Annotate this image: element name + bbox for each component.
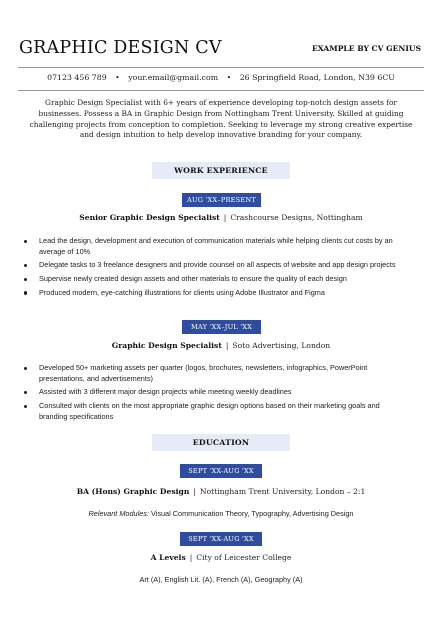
- edu-2-institution: City of Leicester College: [196, 553, 292, 562]
- contact-email[interactable]: your.email@gmail.com: [128, 73, 219, 82]
- list-item: Consulted with clients on the most appropriate graphic design options based on their marketing goals and branding specifications: [18, 401, 406, 422]
- professional-summary: Graphic Design Specialist with 6+ years of experience developing top-notch design assets for businesses. Possess a BA in Graphic Design from Nottingham Trent University. Skilled at guiding challenging projects from conception to completion. Seeking to leverage my strong creative expertise and design intuition to help develop innovative branding for your company.: [29, 98, 413, 140]
- section-heading-work-experience: WORK EXPERIENCE: [152, 162, 290, 179]
- edu-2-qualification: A Levels: [150, 553, 186, 562]
- job-2-title: Graphic Design Specialist: [111, 341, 222, 350]
- list-item: Produced modern, eye-catching illustrations for clients using Adobe Illustrator and Figma: [18, 288, 406, 299]
- example-credit: EXAMPLE BY CV GENIUS: [312, 44, 421, 53]
- list-item: Developed 50+ marketing assets per quarter (logos, brochures, newsletters, infographics, PowerPoint presentations, and advertisements): [18, 363, 406, 384]
- list-item: Delegate tasks to 3 freelance designers and provide counsel on all aspects of website and app design projects: [18, 260, 406, 271]
- bullet-dot: [24, 278, 27, 281]
- edu-1-qualification: BA (Hons) Graphic Design: [76, 487, 190, 496]
- job-2-employer: Soto Advertising, London: [232, 341, 331, 350]
- job-2-dates: MAY 'XX–JUL 'XX: [182, 320, 261, 334]
- bullet-dot: [24, 264, 27, 267]
- edu-1-dates: SEPT 'XX-AUG 'XX: [180, 464, 262, 478]
- job-1-employer: Crashcourse Designs, Nottingham: [230, 213, 363, 222]
- modules-text: Visual Communication Theory, Typography, Advertising Design: [150, 509, 354, 518]
- edu-1-institution: Nottingham Trent University, London – 2:1: [199, 487, 366, 496]
- list-item: Supervise newly created design assets and other materials to ensure the quality of each design: [18, 274, 406, 285]
- contact-separator: •: [226, 73, 232, 82]
- job-1-bullets: [18, 236, 406, 302]
- list-item: Lead the design, development and execution of communication materials while helping clients cut costs by an average of 10%: [18, 236, 406, 257]
- list-item: Assisted with 3 different major design projects while meeting weekly deadlines: [18, 387, 406, 398]
- cv-title: GRAPHIC DESIGN CV: [19, 38, 222, 58]
- bullet-dot: [24, 240, 27, 243]
- edu-2-dates: SEPT 'XX-AUG 'XX: [180, 532, 262, 546]
- bullet-dot: [24, 405, 27, 408]
- edu-1-heading: BA (Hons) Graphic Design | Nottingham Trent University, London – 2:1: [76, 487, 366, 496]
- contact-address: 26 Springfield Road, London, N39 6CU: [239, 73, 395, 82]
- bullet-dot: [24, 367, 27, 370]
- job-1-heading: Senior Graphic Design Specialist | Crashcourse Designs, Nottingham: [79, 213, 363, 222]
- section-heading-education: EDUCATION: [152, 434, 290, 451]
- bullet-dot: [24, 391, 27, 394]
- contact-phone: 07123 456 789: [47, 73, 107, 82]
- contact-separator: •: [115, 73, 120, 82]
- bullet-dot: [24, 291, 27, 294]
- job-2-heading: Graphic Design Specialist | Soto Advertising, London: [111, 341, 331, 350]
- divider-top: [18, 67, 424, 68]
- contact-line: [0, 73, 442, 82]
- modules-label: Relevant Modules:: [88, 509, 149, 518]
- divider-bottom: [18, 90, 424, 91]
- job-1-dates: AUG 'XX–PRESENT: [182, 193, 261, 207]
- edu-2-subjects: Art (A), English Lit. (A), French (A), Geography (A): [139, 575, 303, 584]
- edu-2-heading: A Levels | City of Leicester College: [150, 553, 292, 562]
- edu-1-modules: [0, 509, 442, 518]
- job-2-bullets: [18, 363, 406, 425]
- job-1-title: Senior Graphic Design Specialist: [79, 213, 220, 222]
